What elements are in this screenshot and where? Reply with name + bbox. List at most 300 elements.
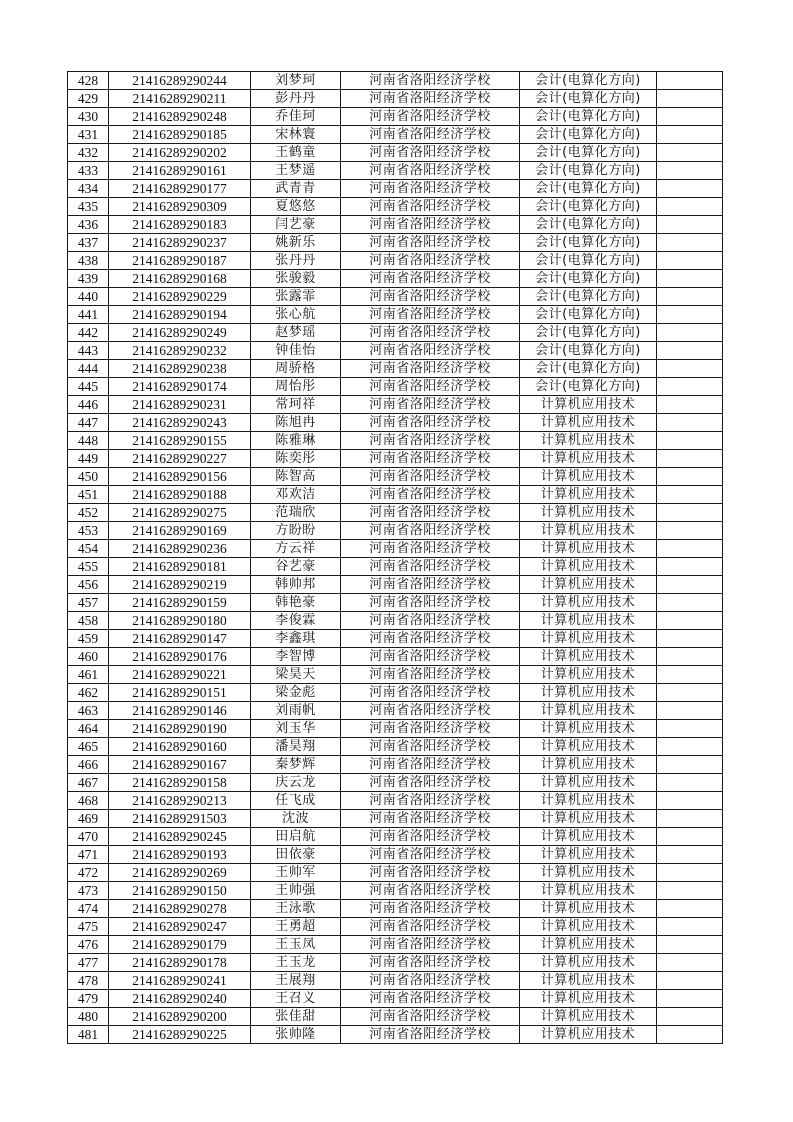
table-row bbox=[68, 342, 723, 360]
cell-school: 河南省洛阳经济学校 bbox=[341, 216, 520, 234]
cell-major: 计算机应用技术 bbox=[520, 684, 657, 702]
cell-serial-number: 460 bbox=[68, 648, 109, 666]
cell-school: 河南省洛阳经济学校 bbox=[341, 324, 520, 342]
cell-student-name: 谷艺豪 bbox=[251, 558, 341, 576]
cell-student-name: 邓欢洁 bbox=[251, 486, 341, 504]
cell-major: 计算机应用技术 bbox=[520, 666, 657, 684]
cell-school: 河南省洛阳经济学校 bbox=[341, 702, 520, 720]
cell-serial-number: 467 bbox=[68, 774, 109, 792]
cell-remark bbox=[657, 1026, 723, 1044]
cell-student-name: 王泳歌 bbox=[251, 900, 341, 918]
cell-serial-number: 452 bbox=[68, 504, 109, 522]
cell-major: 计算机应用技术 bbox=[520, 990, 657, 1008]
cell-serial-number: 433 bbox=[68, 162, 109, 180]
table-row bbox=[68, 162, 723, 180]
cell-student-name: 张露霏 bbox=[251, 288, 341, 306]
cell-student-name: 陈雅琳 bbox=[251, 432, 341, 450]
cell-school: 河南省洛阳经济学校 bbox=[341, 306, 520, 324]
cell-school: 河南省洛阳经济学校 bbox=[341, 144, 520, 162]
cell-remark bbox=[657, 72, 723, 90]
table-row bbox=[68, 882, 723, 900]
cell-major: 计算机应用技术 bbox=[520, 828, 657, 846]
table-row bbox=[68, 810, 723, 828]
table-row bbox=[68, 198, 723, 216]
cell-major: 计算机应用技术 bbox=[520, 918, 657, 936]
cell-school: 河南省洛阳经济学校 bbox=[341, 558, 520, 576]
table-row bbox=[68, 666, 723, 684]
cell-student-name: 张佳甜 bbox=[251, 1008, 341, 1026]
cell-exam-id: 21416289290248 bbox=[109, 108, 251, 126]
cell-exam-id: 21416289290181 bbox=[109, 558, 251, 576]
table-row bbox=[68, 216, 723, 234]
cell-school: 河南省洛阳经济学校 bbox=[341, 270, 520, 288]
table-row bbox=[68, 144, 723, 162]
cell-remark bbox=[657, 558, 723, 576]
cell-major: 计算机应用技术 bbox=[520, 450, 657, 468]
table-row bbox=[68, 450, 723, 468]
cell-school: 河南省洛阳经济学校 bbox=[341, 108, 520, 126]
cell-exam-id: 21416289290238 bbox=[109, 360, 251, 378]
cell-exam-id: 21416289290275 bbox=[109, 504, 251, 522]
cell-school: 河南省洛阳经济学校 bbox=[341, 522, 520, 540]
cell-exam-id: 21416289290237 bbox=[109, 234, 251, 252]
cell-school: 河南省洛阳经济学校 bbox=[341, 90, 520, 108]
cell-exam-id: 21416289290185 bbox=[109, 126, 251, 144]
cell-school: 河南省洛阳经济学校 bbox=[341, 486, 520, 504]
cell-major: 计算机应用技术 bbox=[520, 954, 657, 972]
cell-exam-id: 21416289291503 bbox=[109, 810, 251, 828]
cell-student-name: 周怡彤 bbox=[251, 378, 341, 396]
cell-serial-number: 458 bbox=[68, 612, 109, 630]
cell-major: 会计(电算化方向) bbox=[520, 108, 657, 126]
cell-school: 河南省洛阳经济学校 bbox=[341, 954, 520, 972]
cell-major: 计算机应用技术 bbox=[520, 594, 657, 612]
cell-school: 河南省洛阳经济学校 bbox=[341, 846, 520, 864]
cell-remark bbox=[657, 504, 723, 522]
cell-remark bbox=[657, 360, 723, 378]
cell-major: 会计(电算化方向) bbox=[520, 72, 657, 90]
table-row bbox=[68, 288, 723, 306]
cell-serial-number: 442 bbox=[68, 324, 109, 342]
table-row bbox=[68, 576, 723, 594]
cell-remark bbox=[657, 450, 723, 468]
cell-major: 计算机应用技术 bbox=[520, 396, 657, 414]
cell-serial-number: 473 bbox=[68, 882, 109, 900]
cell-student-name: 李智博 bbox=[251, 648, 341, 666]
cell-student-name: 王帅强 bbox=[251, 882, 341, 900]
cell-school: 河南省洛阳经济学校 bbox=[341, 1026, 520, 1044]
cell-remark bbox=[657, 234, 723, 252]
cell-school: 河南省洛阳经济学校 bbox=[341, 990, 520, 1008]
cell-school: 河南省洛阳经济学校 bbox=[341, 234, 520, 252]
cell-student-name: 梁金彪 bbox=[251, 684, 341, 702]
cell-school: 河南省洛阳经济学校 bbox=[341, 396, 520, 414]
cell-major: 计算机应用技术 bbox=[520, 522, 657, 540]
cell-serial-number: 449 bbox=[68, 450, 109, 468]
cell-major: 计算机应用技术 bbox=[520, 648, 657, 666]
cell-major: 计算机应用技术 bbox=[520, 1008, 657, 1026]
cell-major: 计算机应用技术 bbox=[520, 702, 657, 720]
table-row bbox=[68, 108, 723, 126]
table-row bbox=[68, 522, 723, 540]
cell-major: 计算机应用技术 bbox=[520, 630, 657, 648]
cell-exam-id: 21416289290211 bbox=[109, 90, 251, 108]
cell-remark bbox=[657, 198, 723, 216]
cell-remark bbox=[657, 378, 723, 396]
cell-serial-number: 465 bbox=[68, 738, 109, 756]
cell-exam-id: 21416289290158 bbox=[109, 774, 251, 792]
cell-remark bbox=[657, 882, 723, 900]
cell-school: 河南省洛阳经济学校 bbox=[341, 756, 520, 774]
cell-school: 河南省洛阳经济学校 bbox=[341, 972, 520, 990]
table-row bbox=[68, 648, 723, 666]
cell-school: 河南省洛阳经济学校 bbox=[341, 630, 520, 648]
table-row bbox=[68, 126, 723, 144]
cell-student-name: 张心航 bbox=[251, 306, 341, 324]
table-row bbox=[68, 72, 723, 90]
cell-school: 河南省洛阳经济学校 bbox=[341, 684, 520, 702]
table-row bbox=[68, 468, 723, 486]
cell-student-name: 姚新乐 bbox=[251, 234, 341, 252]
cell-serial-number: 466 bbox=[68, 756, 109, 774]
cell-serial-number: 481 bbox=[68, 1026, 109, 1044]
cell-student-name: 夏悠悠 bbox=[251, 198, 341, 216]
table-row bbox=[68, 1008, 723, 1026]
cell-remark bbox=[657, 612, 723, 630]
table-body bbox=[68, 72, 723, 1044]
cell-major: 会计(电算化方向) bbox=[520, 198, 657, 216]
cell-remark bbox=[657, 630, 723, 648]
table-row bbox=[68, 990, 723, 1008]
cell-major: 计算机应用技术 bbox=[520, 864, 657, 882]
student-list-table bbox=[67, 71, 723, 1044]
cell-major: 会计(电算化方向) bbox=[520, 234, 657, 252]
cell-school: 河南省洛阳经济学校 bbox=[341, 810, 520, 828]
cell-exam-id: 21416289290161 bbox=[109, 162, 251, 180]
cell-exam-id: 21416289290179 bbox=[109, 936, 251, 954]
cell-major: 计算机应用技术 bbox=[520, 612, 657, 630]
cell-student-name: 宋林寰 bbox=[251, 126, 341, 144]
cell-school: 河南省洛阳经济学校 bbox=[341, 936, 520, 954]
cell-major: 会计(电算化方向) bbox=[520, 126, 657, 144]
cell-serial-number: 477 bbox=[68, 954, 109, 972]
cell-major: 会计(电算化方向) bbox=[520, 288, 657, 306]
cell-major: 计算机应用技术 bbox=[520, 432, 657, 450]
cell-remark bbox=[657, 180, 723, 198]
cell-serial-number: 480 bbox=[68, 1008, 109, 1026]
table-row bbox=[68, 270, 723, 288]
table-row bbox=[68, 558, 723, 576]
cell-exam-id: 21416289290278 bbox=[109, 900, 251, 918]
cell-major: 计算机应用技术 bbox=[520, 576, 657, 594]
cell-exam-id: 21416289290168 bbox=[109, 270, 251, 288]
table-row bbox=[68, 378, 723, 396]
cell-school: 河南省洛阳经济学校 bbox=[341, 360, 520, 378]
table-row bbox=[68, 720, 723, 738]
cell-remark bbox=[657, 720, 723, 738]
cell-student-name: 王勇超 bbox=[251, 918, 341, 936]
cell-remark bbox=[657, 252, 723, 270]
cell-school: 河南省洛阳经济学校 bbox=[341, 576, 520, 594]
cell-student-name: 韩艳豪 bbox=[251, 594, 341, 612]
cell-remark bbox=[657, 774, 723, 792]
cell-exam-id: 21416289290244 bbox=[109, 72, 251, 90]
cell-exam-id: 21416289290309 bbox=[109, 198, 251, 216]
table-row bbox=[68, 306, 723, 324]
cell-serial-number: 443 bbox=[68, 342, 109, 360]
cell-school: 河南省洛阳经济学校 bbox=[341, 540, 520, 558]
cell-student-name: 任飞成 bbox=[251, 792, 341, 810]
cell-exam-id: 21416289290202 bbox=[109, 144, 251, 162]
cell-major: 计算机应用技术 bbox=[520, 882, 657, 900]
cell-school: 河南省洛阳经济学校 bbox=[341, 594, 520, 612]
cell-remark bbox=[657, 396, 723, 414]
cell-remark bbox=[657, 972, 723, 990]
table-row bbox=[68, 756, 723, 774]
cell-major: 会计(电算化方向) bbox=[520, 90, 657, 108]
cell-exam-id: 21416289290183 bbox=[109, 216, 251, 234]
cell-remark bbox=[657, 306, 723, 324]
cell-serial-number: 440 bbox=[68, 288, 109, 306]
cell-exam-id: 21416289290229 bbox=[109, 288, 251, 306]
table-row bbox=[68, 414, 723, 432]
cell-student-name: 潘昊翔 bbox=[251, 738, 341, 756]
cell-exam-id: 21416289290227 bbox=[109, 450, 251, 468]
cell-serial-number: 447 bbox=[68, 414, 109, 432]
cell-serial-number: 471 bbox=[68, 846, 109, 864]
cell-remark bbox=[657, 702, 723, 720]
cell-school: 河南省洛阳经济学校 bbox=[341, 162, 520, 180]
cell-major: 计算机应用技术 bbox=[520, 774, 657, 792]
cell-serial-number: 441 bbox=[68, 306, 109, 324]
cell-student-name: 王玉凤 bbox=[251, 936, 341, 954]
cell-exam-id: 21416289290221 bbox=[109, 666, 251, 684]
cell-remark bbox=[657, 342, 723, 360]
table-row bbox=[68, 540, 723, 558]
cell-school: 河南省洛阳经济学校 bbox=[341, 864, 520, 882]
cell-exam-id: 21416289290194 bbox=[109, 306, 251, 324]
cell-student-name: 张帅隆 bbox=[251, 1026, 341, 1044]
cell-serial-number: 435 bbox=[68, 198, 109, 216]
cell-remark bbox=[657, 594, 723, 612]
cell-exam-id: 21416289290188 bbox=[109, 486, 251, 504]
cell-major: 计算机应用技术 bbox=[520, 558, 657, 576]
cell-remark bbox=[657, 126, 723, 144]
cell-serial-number: 474 bbox=[68, 900, 109, 918]
cell-student-name: 陈智高 bbox=[251, 468, 341, 486]
cell-school: 河南省洛阳经济学校 bbox=[341, 288, 520, 306]
cell-major: 计算机应用技术 bbox=[520, 900, 657, 918]
cell-school: 河南省洛阳经济学校 bbox=[341, 450, 520, 468]
cell-major: 计算机应用技术 bbox=[520, 846, 657, 864]
cell-exam-id: 21416289290167 bbox=[109, 756, 251, 774]
cell-serial-number: 438 bbox=[68, 252, 109, 270]
cell-exam-id: 21416289290176 bbox=[109, 648, 251, 666]
cell-exam-id: 21416289290231 bbox=[109, 396, 251, 414]
cell-student-name: 王召义 bbox=[251, 990, 341, 1008]
table-row bbox=[68, 504, 723, 522]
cell-serial-number: 470 bbox=[68, 828, 109, 846]
cell-serial-number: 455 bbox=[68, 558, 109, 576]
cell-serial-number: 456 bbox=[68, 576, 109, 594]
cell-student-name: 秦梦辉 bbox=[251, 756, 341, 774]
cell-major: 会计(电算化方向) bbox=[520, 252, 657, 270]
cell-serial-number: 431 bbox=[68, 126, 109, 144]
cell-serial-number: 459 bbox=[68, 630, 109, 648]
cell-serial-number: 472 bbox=[68, 864, 109, 882]
cell-school: 河南省洛阳经济学校 bbox=[341, 72, 520, 90]
cell-exam-id: 21416289290190 bbox=[109, 720, 251, 738]
cell-serial-number: 468 bbox=[68, 792, 109, 810]
cell-student-name: 沈波 bbox=[251, 810, 341, 828]
table-row bbox=[68, 738, 723, 756]
table-row bbox=[68, 900, 723, 918]
cell-remark bbox=[657, 324, 723, 342]
cell-remark bbox=[657, 432, 723, 450]
cell-serial-number: 436 bbox=[68, 216, 109, 234]
cell-major: 计算机应用技术 bbox=[520, 756, 657, 774]
cell-student-name: 田启航 bbox=[251, 828, 341, 846]
cell-school: 河南省洛阳经济学校 bbox=[341, 252, 520, 270]
cell-student-name: 刘雨帆 bbox=[251, 702, 341, 720]
cell-exam-id: 21416289290156 bbox=[109, 468, 251, 486]
cell-school: 河南省洛阳经济学校 bbox=[341, 468, 520, 486]
cell-student-name: 方云祥 bbox=[251, 540, 341, 558]
table-row bbox=[68, 954, 723, 972]
cell-serial-number: 432 bbox=[68, 144, 109, 162]
table-row bbox=[68, 702, 723, 720]
cell-major: 会计(电算化方向) bbox=[520, 378, 657, 396]
cell-serial-number: 457 bbox=[68, 594, 109, 612]
cell-remark bbox=[657, 108, 723, 126]
cell-serial-number: 444 bbox=[68, 360, 109, 378]
cell-student-name: 李鑫琪 bbox=[251, 630, 341, 648]
table-row bbox=[68, 918, 723, 936]
cell-remark bbox=[657, 162, 723, 180]
cell-school: 河南省洛阳经济学校 bbox=[341, 666, 520, 684]
cell-remark bbox=[657, 216, 723, 234]
cell-school: 河南省洛阳经济学校 bbox=[341, 720, 520, 738]
cell-serial-number: 462 bbox=[68, 684, 109, 702]
cell-major: 会计(电算化方向) bbox=[520, 306, 657, 324]
cell-remark bbox=[657, 414, 723, 432]
cell-student-name: 王玉龙 bbox=[251, 954, 341, 972]
cell-exam-id: 21416289290243 bbox=[109, 414, 251, 432]
table-row bbox=[68, 90, 723, 108]
cell-major: 计算机应用技术 bbox=[520, 486, 657, 504]
cell-remark bbox=[657, 954, 723, 972]
table-row bbox=[68, 936, 723, 954]
cell-major: 计算机应用技术 bbox=[520, 504, 657, 522]
cell-school: 河南省洛阳经济学校 bbox=[341, 738, 520, 756]
cell-school: 河南省洛阳经济学校 bbox=[341, 342, 520, 360]
cell-remark bbox=[657, 810, 723, 828]
cell-major: 计算机应用技术 bbox=[520, 810, 657, 828]
cell-student-name: 周骄格 bbox=[251, 360, 341, 378]
cell-serial-number: 430 bbox=[68, 108, 109, 126]
table-row bbox=[68, 324, 723, 342]
cell-school: 河南省洛阳经济学校 bbox=[341, 432, 520, 450]
cell-serial-number: 429 bbox=[68, 90, 109, 108]
cell-remark bbox=[657, 522, 723, 540]
cell-school: 河南省洛阳经济学校 bbox=[341, 648, 520, 666]
cell-exam-id: 21416289290240 bbox=[109, 990, 251, 1008]
cell-school: 河南省洛阳经济学校 bbox=[341, 180, 520, 198]
cell-student-name: 常珂祥 bbox=[251, 396, 341, 414]
cell-student-name: 闫艺豪 bbox=[251, 216, 341, 234]
cell-school: 河南省洛阳经济学校 bbox=[341, 1008, 520, 1026]
cell-remark bbox=[657, 864, 723, 882]
cell-exam-id: 21416289290269 bbox=[109, 864, 251, 882]
cell-student-name: 乔佳珂 bbox=[251, 108, 341, 126]
cell-school: 河南省洛阳经济学校 bbox=[341, 900, 520, 918]
cell-major: 会计(电算化方向) bbox=[520, 216, 657, 234]
cell-remark bbox=[657, 792, 723, 810]
cell-major: 计算机应用技术 bbox=[520, 738, 657, 756]
table-row bbox=[68, 972, 723, 990]
cell-exam-id: 21416289290200 bbox=[109, 1008, 251, 1026]
cell-major: 计算机应用技术 bbox=[520, 972, 657, 990]
cell-remark bbox=[657, 666, 723, 684]
cell-major: 计算机应用技术 bbox=[520, 1026, 657, 1044]
cell-remark bbox=[657, 144, 723, 162]
cell-serial-number: 453 bbox=[68, 522, 109, 540]
cell-student-name: 武青青 bbox=[251, 180, 341, 198]
cell-major: 会计(电算化方向) bbox=[520, 342, 657, 360]
table-row bbox=[68, 846, 723, 864]
cell-serial-number: 461 bbox=[68, 666, 109, 684]
cell-exam-id: 21416289290159 bbox=[109, 594, 251, 612]
cell-school: 河南省洛阳经济学校 bbox=[341, 882, 520, 900]
cell-serial-number: 437 bbox=[68, 234, 109, 252]
cell-exam-id: 21416289290178 bbox=[109, 954, 251, 972]
cell-major: 会计(电算化方向) bbox=[520, 144, 657, 162]
cell-exam-id: 21416289290174 bbox=[109, 378, 251, 396]
cell-exam-id: 21416289290146 bbox=[109, 702, 251, 720]
cell-serial-number: 476 bbox=[68, 936, 109, 954]
cell-serial-number: 428 bbox=[68, 72, 109, 90]
cell-major: 计算机应用技术 bbox=[520, 792, 657, 810]
cell-school: 河南省洛阳经济学校 bbox=[341, 918, 520, 936]
cell-major: 会计(电算化方向) bbox=[520, 360, 657, 378]
cell-student-name: 钟佳怡 bbox=[251, 342, 341, 360]
cell-exam-id: 21416289290232 bbox=[109, 342, 251, 360]
table-row bbox=[68, 486, 723, 504]
table-row bbox=[68, 792, 723, 810]
table-row bbox=[68, 180, 723, 198]
cell-school: 河南省洛阳经济学校 bbox=[341, 198, 520, 216]
cell-exam-id: 21416289290245 bbox=[109, 828, 251, 846]
cell-remark bbox=[657, 486, 723, 504]
cell-major: 会计(电算化方向) bbox=[520, 324, 657, 342]
cell-student-name: 王梦遥 bbox=[251, 162, 341, 180]
table-row bbox=[68, 594, 723, 612]
cell-remark bbox=[657, 918, 723, 936]
cell-school: 河南省洛阳经济学校 bbox=[341, 612, 520, 630]
cell-major: 计算机应用技术 bbox=[520, 414, 657, 432]
cell-remark bbox=[657, 900, 723, 918]
table-row bbox=[68, 864, 723, 882]
cell-remark bbox=[657, 540, 723, 558]
cell-exam-id: 21416289290219 bbox=[109, 576, 251, 594]
cell-student-name: 王展翔 bbox=[251, 972, 341, 990]
cell-remark bbox=[657, 756, 723, 774]
cell-remark bbox=[657, 468, 723, 486]
cell-student-name: 范瑞欣 bbox=[251, 504, 341, 522]
cell-school: 河南省洛阳经济学校 bbox=[341, 792, 520, 810]
cell-serial-number: 464 bbox=[68, 720, 109, 738]
cell-serial-number: 478 bbox=[68, 972, 109, 990]
